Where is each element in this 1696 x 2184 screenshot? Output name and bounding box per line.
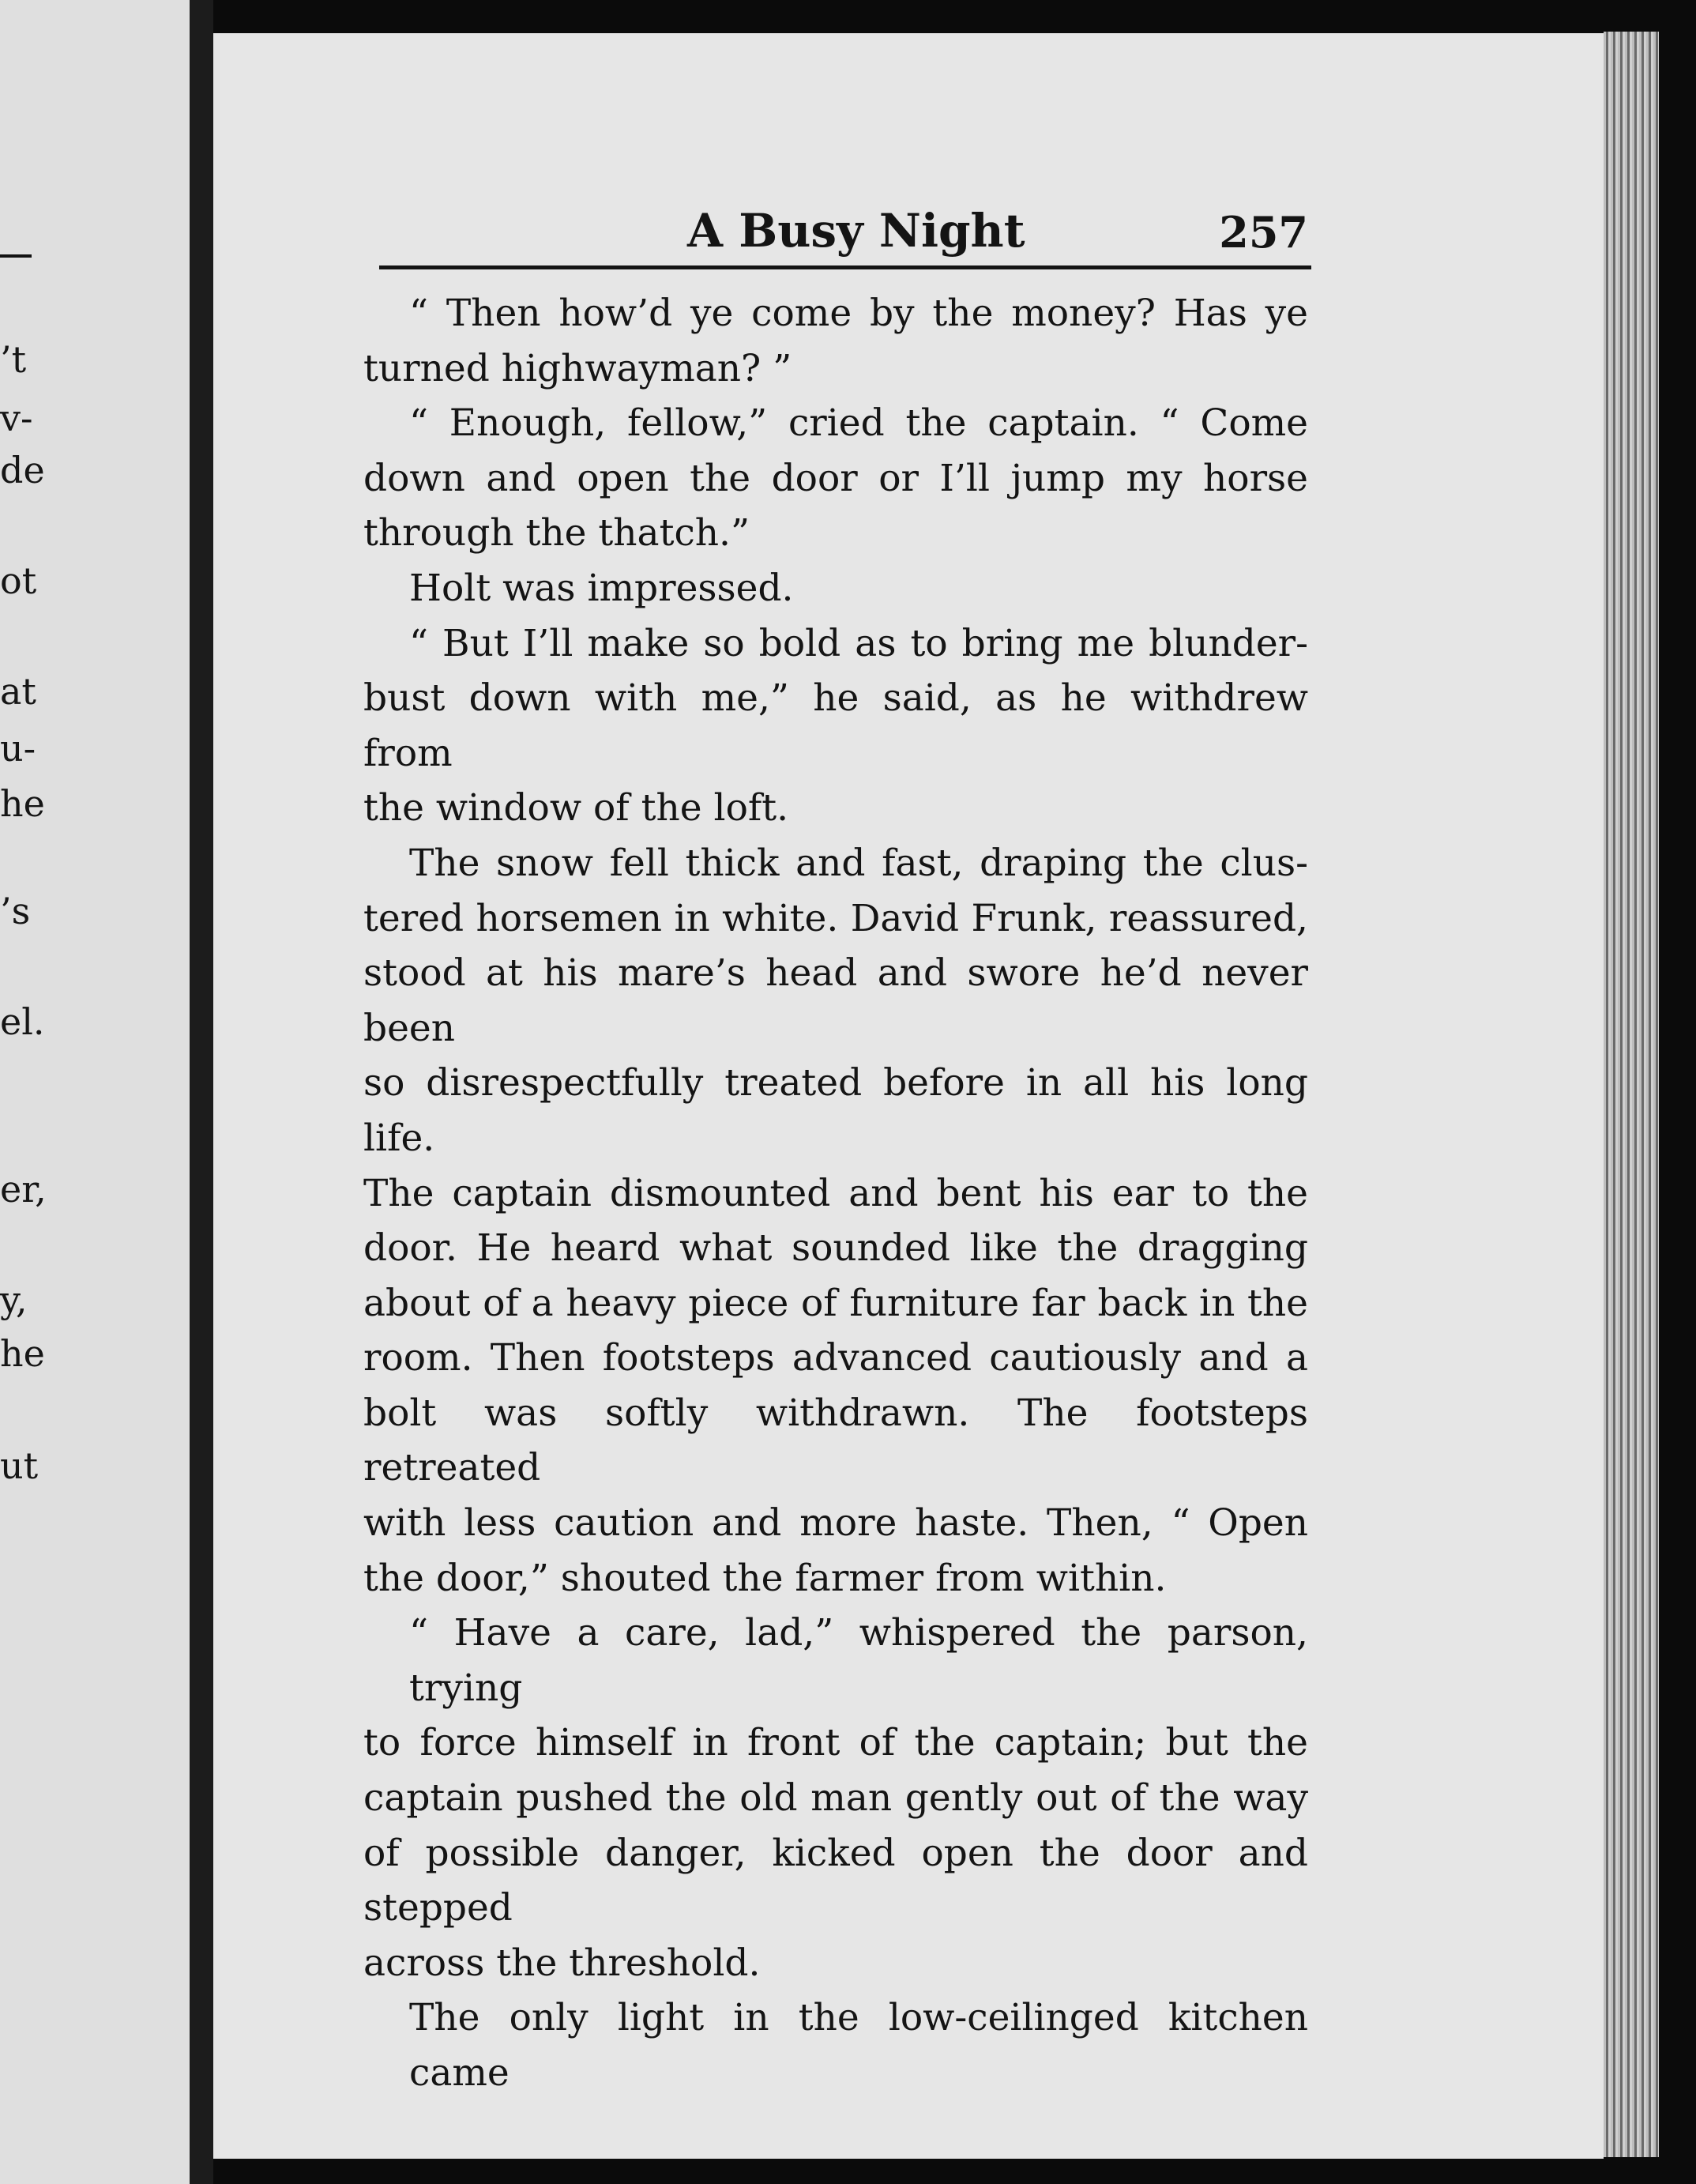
page-body (363, 286, 1308, 2101)
text-line: through the thatch.” (363, 511, 750, 555)
paragraph (363, 286, 1308, 396)
previous-page-fragment: he (0, 782, 45, 825)
previous-page-fragment: er, (0, 1168, 47, 1211)
text-line: bolt was softly withdrawn. The footsteps retreated (363, 1391, 1308, 1490)
header-rule (379, 265, 1311, 269)
text-line: the window of the loft. (363, 786, 789, 830)
text-line: of possible danger, kicked open the door and stepped (363, 1831, 1308, 1930)
text-line: across the threshold. (363, 1941, 761, 1985)
text-line: the door,” shouted the farmer from within. (363, 1556, 1167, 1600)
previous-page-header-rule (0, 254, 32, 258)
text-line: bust down with me,” he said, as he withdrew from (363, 676, 1308, 775)
text-line: “ But I’ll make so bold as to bring me blunder- (409, 621, 1308, 665)
previous-page-fragment: at (0, 670, 36, 713)
previous-page-fragment: el. (0, 1000, 45, 1043)
running-header (379, 198, 1311, 277)
text-line: tered horsemen in white. David Frunk, reassured, (363, 896, 1308, 940)
previous-page-fragment: v- (0, 397, 33, 439)
text-line: down and open the door or I’ll jump my horse (363, 456, 1308, 500)
previous-page-fragment: ot (0, 559, 37, 602)
text-line: so disrespectfully treated before in all his long life. (363, 1061, 1308, 1160)
previous-page-fragment: ut (0, 1444, 39, 1487)
previous-page-strip (0, 0, 190, 2184)
paragraph (363, 396, 1308, 561)
page-number: 257 (1219, 207, 1308, 258)
text-line: about of a heavy piece of furniture far back in the (363, 1281, 1308, 1325)
text-line: door. He heard what sounded like the dragging (363, 1226, 1308, 1271)
paragraph (363, 616, 1308, 836)
text-line: “ Have a care, lad,” whispered the parson, trying (409, 1611, 1308, 1710)
paragraph (363, 836, 1308, 1606)
text-line: captain pushed the old man gently out of the way (363, 1776, 1308, 1821)
paragraph (363, 1606, 1308, 1990)
text-line: The captain dismounted and bent his ear to the (363, 1171, 1308, 1215)
text-line: room. Then footsteps advanced cautiously and a (363, 1336, 1308, 1380)
previous-page-fragment: y, (0, 1278, 28, 1321)
previous-page-fragment: ’s (0, 890, 31, 932)
page-edge-stack (1604, 32, 1659, 2157)
previous-page-fragment: de (0, 449, 45, 491)
text-line: Holt was impressed. (409, 566, 794, 610)
text-line: turned highwayman? ” (363, 346, 792, 390)
text-line: The only light in the low-ceilinged kitchen came (409, 1996, 1308, 2095)
paragraph (363, 561, 1308, 616)
previous-page-fragment: he (0, 1332, 45, 1375)
text-line: The snow fell thick and fast, draping the clus- (409, 841, 1308, 885)
paragraph (363, 1990, 1308, 2100)
text-line: “ Enough, fellow,” cried the captain. “ Come (409, 401, 1308, 446)
text-line: with less caution and more haste. Then, “ Open (363, 1501, 1308, 1546)
previous-page-fragment: ’t (0, 338, 27, 381)
running-title: A Busy Night (687, 204, 1025, 258)
text-line: to force himself in front of the captain; but the (363, 1721, 1308, 1765)
book-gutter (190, 0, 213, 2184)
text-line: stood at his mare’s head and swore he’d never been (363, 951, 1308, 1050)
previous-page-fragment: u- (0, 727, 36, 770)
text-line: “ Then how’d ye come by the money? Has ye (409, 292, 1308, 335)
